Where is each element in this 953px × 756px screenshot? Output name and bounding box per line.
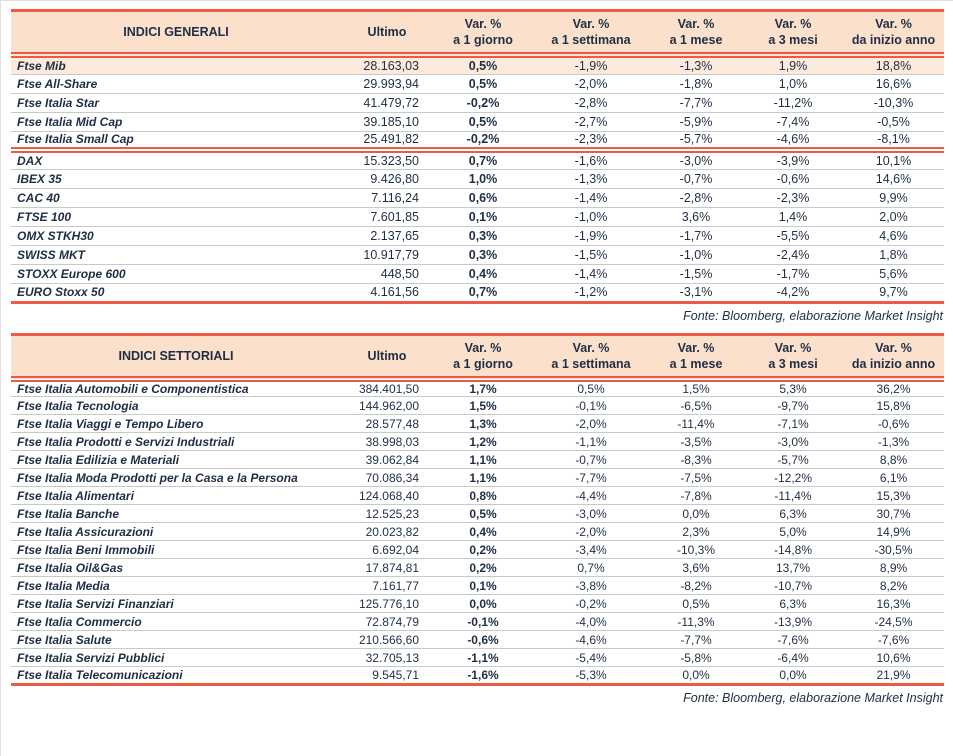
var-value: -2,0%	[533, 74, 649, 93]
var-value: -11,4%	[743, 487, 843, 505]
var-value: 1,5%	[649, 379, 743, 397]
var-value: 2,0%	[843, 207, 944, 226]
col-header-line1: Var. %	[572, 17, 610, 31]
index-name: CAC 40	[11, 188, 341, 207]
var-value: 5,6%	[843, 264, 944, 283]
var-value: 0,0%	[649, 667, 743, 685]
ultimo-value: 10.917,79	[341, 245, 433, 264]
index-name: OMX STKH30	[11, 226, 341, 245]
ultimo-value: 15.323,50	[341, 150, 433, 169]
var-value: 0,5%	[533, 379, 649, 397]
col-header-line2: a 3 mesi	[768, 33, 818, 47]
var-value: -7,8%	[649, 487, 743, 505]
col-header-var-inizio-anno	[843, 11, 944, 56]
ultimo-value: 210.566,60	[341, 631, 433, 649]
index-name: FTSE 100	[11, 207, 341, 226]
var-value: -10,3%	[649, 541, 743, 559]
index-name: Ftse Italia Servizi Finanziari	[11, 595, 341, 613]
ultimo-value: 6.692,04	[341, 541, 433, 559]
table-row	[11, 433, 944, 451]
var-value: -7,5%	[649, 469, 743, 487]
col-header-line1: Var. %	[875, 17, 912, 31]
var-value: -0,2%	[533, 595, 649, 613]
var-value: -0,6%	[843, 415, 944, 433]
var-value: -0,7%	[649, 169, 743, 188]
source-note: Fonte: Bloomberg, elaborazione Market Insight	[683, 691, 943, 705]
ultimo-value: 124.068,40	[341, 487, 433, 505]
table-row	[11, 469, 944, 487]
table-row	[11, 667, 944, 685]
index-name: Ftse Italia Prodotti e Servizi Industriali	[11, 433, 341, 451]
var-value: -9,7%	[743, 397, 843, 415]
var-value: 1,3%	[433, 415, 533, 433]
col-header-ultimo: Ultimo	[341, 11, 433, 56]
var-value: -1,8%	[649, 74, 743, 93]
general-indices-body	[11, 55, 944, 302]
index-name: Ftse Italia Automobili e Componentistica	[11, 379, 341, 397]
var-value: -1,2%	[533, 283, 649, 302]
table-row	[11, 541, 944, 559]
general-indices-header	[11, 11, 944, 56]
col-header-line1: Var. %	[774, 340, 812, 355]
index-name: Ftse Italia Edilizia e Materiali	[11, 451, 341, 469]
var-value: -1,4%	[533, 264, 649, 283]
index-name: Ftse Italia Moda Prodotti per la Casa e la Persona	[11, 469, 341, 487]
var-value: -1,4%	[533, 188, 649, 207]
index-name: EURO Stoxx 50	[11, 283, 341, 302]
index-name: Ftse Italia Commercio	[11, 613, 341, 631]
var-value: -0,1%	[433, 613, 533, 631]
general-indices-table	[11, 9, 944, 304]
col-header-line2: a 1 mese	[669, 356, 723, 371]
var-value: -5,9%	[649, 112, 743, 131]
ultimo-value: 70.086,34	[341, 469, 433, 487]
ultimo-value: 12.525,23	[341, 505, 433, 523]
ultimo-value: 125.776,10	[341, 595, 433, 613]
col-header-line1: Var. %	[464, 340, 502, 355]
var-value: 21,9%	[843, 667, 944, 685]
var-value: 8,2%	[843, 577, 944, 595]
ultimo-value: 7.116,24	[341, 188, 433, 207]
col-header-var-3-mesi	[743, 334, 843, 379]
var-value: -3,0%	[533, 505, 649, 523]
var-value: -6,5%	[649, 397, 743, 415]
var-value: 1,4%	[743, 207, 843, 226]
table-row	[11, 487, 944, 505]
var-value: -4,2%	[743, 283, 843, 302]
ultimo-value: 20.023,82	[341, 523, 433, 541]
var-value: -7,4%	[743, 112, 843, 131]
ultimo-value: 28.163,03	[341, 55, 433, 74]
col-header-var-3-mesi	[743, 11, 843, 56]
var-value: -6,4%	[743, 649, 843, 667]
var-value: 10,1%	[843, 150, 944, 169]
var-value: 1,0%	[743, 74, 843, 93]
index-name: Ftse Italia Alimentari	[11, 487, 341, 505]
ultimo-value: 41.479,72	[341, 93, 433, 112]
var-value: 0,7%	[433, 283, 533, 302]
index-name: Ftse All-Share	[11, 74, 341, 93]
var-value: 0,8%	[433, 487, 533, 505]
ultimo-value: 29.993,94	[341, 74, 433, 93]
var-value: -1,0%	[533, 207, 649, 226]
col-header-var-1-giorno	[433, 334, 533, 379]
var-value: -11,2%	[743, 93, 843, 112]
var-value: 1,2%	[433, 433, 533, 451]
var-value: -7,6%	[843, 631, 944, 649]
var-value: -7,1%	[743, 415, 843, 433]
index-name: Ftse Italia Star	[11, 93, 341, 112]
col-header-ultimo: Ultimo	[341, 334, 433, 379]
index-name: STOXX Europe 600	[11, 264, 341, 283]
var-value: -7,7%	[649, 93, 743, 112]
var-value: -5,7%	[743, 451, 843, 469]
var-value: -0,1%	[533, 397, 649, 415]
var-value: 8,9%	[843, 559, 944, 577]
var-value: -2,8%	[533, 93, 649, 112]
var-value: -10,3%	[843, 93, 944, 112]
var-value: -7,7%	[649, 631, 743, 649]
col-header-line2: a 3 mesi	[768, 356, 818, 371]
var-value: -0,2%	[433, 131, 533, 150]
var-value: -24,5%	[843, 613, 944, 631]
var-value: -1,9%	[533, 226, 649, 245]
var-value: 1,0%	[433, 169, 533, 188]
var-value: 0,2%	[433, 559, 533, 577]
var-value: -3,5%	[649, 433, 743, 451]
var-value: 0,5%	[433, 74, 533, 93]
var-value: 14,9%	[843, 523, 944, 541]
var-value: -1,5%	[649, 264, 743, 283]
var-value: 6,1%	[843, 469, 944, 487]
var-value: -14,8%	[743, 541, 843, 559]
col-header-var-1-mese	[649, 11, 743, 56]
index-name: Ftse Italia Assicurazioni	[11, 523, 341, 541]
index-name: Ftse Italia Telecomunicazioni	[11, 667, 341, 685]
var-value: 0,3%	[433, 245, 533, 264]
ultimo-value: 25.491,82	[341, 131, 433, 150]
var-value: -12,2%	[743, 469, 843, 487]
var-value: 0,0%	[743, 667, 843, 685]
ultimo-value: 384.401,50	[341, 379, 433, 397]
var-value: 1,5%	[433, 397, 533, 415]
var-value: -30,5%	[843, 541, 944, 559]
col-header-line2: a 1 mese	[669, 33, 723, 47]
table-row	[11, 188, 944, 207]
var-value: 1,8%	[843, 245, 944, 264]
var-value: -2,3%	[743, 188, 843, 207]
header-row	[11, 11, 944, 56]
var-value: 1,9%	[743, 55, 843, 74]
var-value: -2,7%	[533, 112, 649, 131]
col-header-line1: Var. %	[677, 340, 715, 355]
index-name: Ftse Italia Salute	[11, 631, 341, 649]
ultimo-value: 32.705,13	[341, 649, 433, 667]
index-name: Ftse Italia Banche	[11, 505, 341, 523]
var-value: 36,2%	[843, 379, 944, 397]
var-value: -8,1%	[843, 131, 944, 150]
var-value: -4,6%	[533, 631, 649, 649]
index-name: Ftse Italia Small Cap	[11, 131, 341, 150]
var-value: -3,9%	[743, 150, 843, 169]
index-name: Ftse Italia Mid Cap	[11, 112, 341, 131]
var-value: 8,8%	[843, 451, 944, 469]
var-value: -10,7%	[743, 577, 843, 595]
table-row	[11, 264, 944, 283]
var-value: -1,3%	[533, 169, 649, 188]
var-value: 1,1%	[433, 469, 533, 487]
var-value: 0,4%	[433, 264, 533, 283]
var-value: 0,7%	[433, 150, 533, 169]
var-value: 0,4%	[433, 523, 533, 541]
var-value: -13,9%	[743, 613, 843, 631]
table-row	[11, 559, 944, 577]
var-value: -2,4%	[743, 245, 843, 264]
var-value: 0,5%	[433, 112, 533, 131]
col-header-line2: a 1 settimana	[551, 33, 631, 47]
var-value: 5,0%	[743, 523, 843, 541]
ultimo-value: 448,50	[341, 264, 433, 283]
col-header-var-1-giorno	[433, 11, 533, 56]
var-value: 3,6%	[649, 559, 743, 577]
var-value: 0,7%	[533, 559, 649, 577]
col-header-var-1-mese	[649, 334, 743, 379]
var-value: -1,1%	[533, 433, 649, 451]
table-row	[11, 112, 944, 131]
var-value: 9,7%	[843, 283, 944, 302]
ultimo-value: 2.137,65	[341, 226, 433, 245]
var-value: -4,4%	[533, 487, 649, 505]
var-value: -8,3%	[649, 451, 743, 469]
var-value: 10,6%	[843, 649, 944, 667]
table-title-indici-settoriali: INDICI SETTORIALI	[11, 334, 341, 379]
var-value: -1,3%	[843, 433, 944, 451]
index-name: Ftse Mib	[11, 55, 341, 74]
ultimo-value: 72.874,79	[341, 613, 433, 631]
table-row	[11, 226, 944, 245]
report-content	[11, 9, 944, 715]
table-row	[11, 415, 944, 433]
index-name: Ftse Italia Beni Immobili	[11, 541, 341, 559]
var-value: -4,0%	[533, 613, 649, 631]
index-name: Ftse Italia Media	[11, 577, 341, 595]
var-value: -1,7%	[743, 264, 843, 283]
var-value: -1,5%	[533, 245, 649, 264]
var-value: 3,6%	[649, 207, 743, 226]
index-name: SWISS MKT	[11, 245, 341, 264]
var-value: -5,7%	[649, 131, 743, 150]
var-value: 9,9%	[843, 188, 944, 207]
var-value: 0,0%	[649, 505, 743, 523]
var-value: -11,3%	[649, 613, 743, 631]
var-value: 30,7%	[843, 505, 944, 523]
index-name: DAX	[11, 150, 341, 169]
var-value: 15,3%	[843, 487, 944, 505]
ultimo-value: 9.426,80	[341, 169, 433, 188]
var-value: -1,6%	[433, 667, 533, 685]
ultimo-value: 39.185,10	[341, 112, 433, 131]
var-value: -1,1%	[433, 649, 533, 667]
var-value: 16,3%	[843, 595, 944, 613]
var-value: -3,0%	[743, 433, 843, 451]
col-header-var-1-settimana	[533, 334, 649, 379]
index-name: IBEX 35	[11, 169, 341, 188]
var-value: -11,4%	[649, 415, 743, 433]
ultimo-value: 17.874,81	[341, 559, 433, 577]
var-value: -3,0%	[649, 150, 743, 169]
col-header-var-1-settimana	[533, 11, 649, 56]
index-name: Ftse Italia Viaggi e Tempo Libero	[11, 415, 341, 433]
var-value: -1,7%	[649, 226, 743, 245]
var-value: 0,1%	[433, 207, 533, 226]
table-title-indici-generali: INDICI GENERALI	[11, 11, 341, 56]
table-row	[11, 505, 944, 523]
var-value: -5,3%	[533, 667, 649, 685]
var-value: -2,8%	[649, 188, 743, 207]
var-value: 0,5%	[433, 505, 533, 523]
table-row	[11, 595, 944, 613]
ultimo-value: 7.161,77	[341, 577, 433, 595]
col-header-line1: Var. %	[572, 340, 610, 355]
table-row	[11, 649, 944, 667]
var-value: 4,6%	[843, 226, 944, 245]
ultimo-value: 38.998,03	[341, 433, 433, 451]
table-row	[11, 451, 944, 469]
var-value: 14,6%	[843, 169, 944, 188]
table-row	[11, 397, 944, 415]
sector-indices-body	[11, 379, 944, 685]
var-value: -7,6%	[743, 631, 843, 649]
table-row	[11, 283, 944, 302]
var-value: -1,9%	[533, 55, 649, 74]
table-row	[11, 169, 944, 188]
var-value: -5,5%	[743, 226, 843, 245]
table-row	[11, 631, 944, 649]
table-row	[11, 613, 944, 631]
var-value: -0,7%	[533, 451, 649, 469]
index-name: Ftse Italia Oil&Gas	[11, 559, 341, 577]
table-row	[11, 131, 944, 150]
table-row	[11, 207, 944, 226]
col-header-line2: da inizio anno	[851, 33, 936, 47]
var-value: 16,6%	[843, 74, 944, 93]
var-value: -0,2%	[433, 93, 533, 112]
table-row	[11, 93, 944, 112]
var-value: 18,8%	[843, 55, 944, 74]
col-header-line2: a 1 settimana	[551, 356, 631, 371]
table-row	[11, 577, 944, 595]
ultimo-value: 144.962,00	[341, 397, 433, 415]
var-value: 2,3%	[649, 523, 743, 541]
var-value: 0,5%	[649, 595, 743, 613]
var-value: -5,8%	[649, 649, 743, 667]
col-header-line1: Var. %	[677, 17, 715, 31]
header-row	[11, 334, 944, 379]
var-value: -2,3%	[533, 131, 649, 150]
var-value: -0,6%	[743, 169, 843, 188]
table-row	[11, 245, 944, 264]
source-note: Fonte: Bloomberg, elaborazione Market Insight	[683, 308, 943, 323]
ultimo-value: 9.545,71	[341, 667, 433, 685]
ultimo-value: 28.577,48	[341, 415, 433, 433]
var-value: -3,4%	[533, 541, 649, 559]
var-value: -2,0%	[533, 523, 649, 541]
col-header-line1: Var. %	[875, 340, 912, 355]
var-value: 13,7%	[743, 559, 843, 577]
col-header-line1: Var. %	[464, 17, 502, 31]
var-value: -8,2%	[649, 577, 743, 595]
index-name: Ftse Italia Tecnologia	[11, 397, 341, 415]
index-name: Ftse Italia Servizi Pubblici	[11, 649, 341, 667]
var-value: -1,0%	[649, 245, 743, 264]
col-header-line2: da inizio anno	[851, 356, 936, 371]
var-value: 6,3%	[743, 505, 843, 523]
var-value: 15,8%	[843, 397, 944, 415]
var-value: 0,3%	[433, 226, 533, 245]
var-value: -3,8%	[533, 577, 649, 595]
table-row	[11, 150, 944, 169]
table-row	[11, 523, 944, 541]
var-value: -2,0%	[533, 415, 649, 433]
var-value: 0,5%	[433, 55, 533, 74]
var-value: -0,5%	[843, 112, 944, 131]
var-value: -3,1%	[649, 283, 743, 302]
var-value: 6,3%	[743, 595, 843, 613]
var-value: 5,3%	[743, 379, 843, 397]
var-value: -1,6%	[533, 150, 649, 169]
sector-indices-table	[11, 333, 944, 687]
col-header-line2: a 1 giorno	[453, 33, 513, 47]
table-row	[11, 74, 944, 93]
ultimo-value: 7.601,85	[341, 207, 433, 226]
var-value: -0,6%	[433, 631, 533, 649]
col-header-line2: a 1 giorno	[453, 356, 513, 371]
var-value: -1,3%	[649, 55, 743, 74]
var-value: 1,7%	[433, 379, 533, 397]
sector-indices-header	[11, 334, 944, 379]
var-value: -4,6%	[743, 131, 843, 150]
ultimo-value: 39.062,84	[341, 451, 433, 469]
ultimo-value: 4.161,56	[341, 283, 433, 302]
col-header-var-inizio-anno	[843, 334, 944, 379]
var-value: 0,0%	[433, 595, 533, 613]
var-value: -5,4%	[533, 649, 649, 667]
var-value: 0,2%	[433, 541, 533, 559]
col-header-line1: Var. %	[774, 17, 812, 31]
var-value: 0,6%	[433, 188, 533, 207]
table-row	[11, 379, 944, 397]
table-row	[11, 55, 944, 74]
var-value: 0,1%	[433, 577, 533, 595]
var-value: 1,1%	[433, 451, 533, 469]
var-value: -7,7%	[533, 469, 649, 487]
